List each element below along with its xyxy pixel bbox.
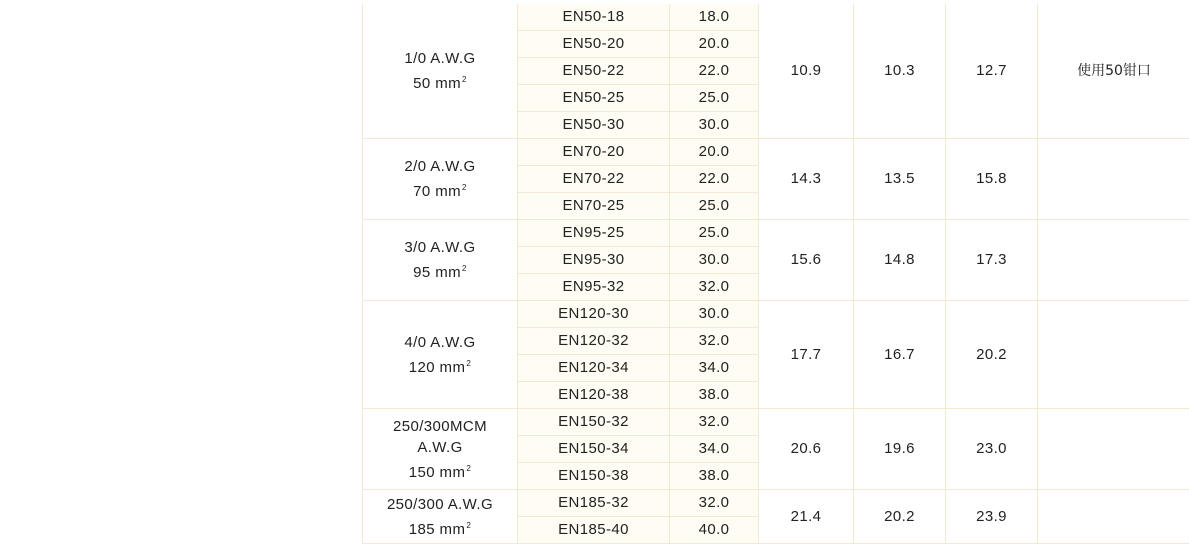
squared-superscript: 2 xyxy=(466,520,472,530)
dimension-1-cell: 21.4 xyxy=(759,490,854,544)
squared-superscript: 2 xyxy=(466,463,472,473)
table-body xyxy=(363,4,1189,544)
stud-value-cell: 25.0 xyxy=(670,85,759,112)
dimension-2-cell: 20.2 xyxy=(854,490,946,544)
stud-value-cell: 20.0 xyxy=(670,31,759,58)
cable-size-mm: 70 mm xyxy=(413,183,461,200)
model-number-cell: EN185-32 xyxy=(518,490,670,517)
stud-value-cell: 30.0 xyxy=(670,247,759,274)
table-row xyxy=(363,301,1189,328)
cable-size-mm2 xyxy=(363,515,517,540)
table-row xyxy=(363,4,1189,31)
table-row xyxy=(363,220,1189,247)
stud-value-cell: 32.0 xyxy=(670,328,759,355)
model-number-cell: EN95-32 xyxy=(518,274,670,301)
stud-value-cell: 38.0 xyxy=(670,463,759,490)
cable-size-awg: 4/0 A.W.G xyxy=(404,333,476,351)
model-number-cell: EN120-30 xyxy=(518,301,670,328)
dimension-1-cell: 15.6 xyxy=(759,220,854,301)
squared-superscript: 2 xyxy=(461,264,467,273)
cable-size-mcm: 250/300MCM xyxy=(392,417,488,435)
stud-value-cell: 32.0 xyxy=(670,490,759,517)
model-number-cell: EN120-38 xyxy=(518,382,670,409)
cable-size-cell xyxy=(363,490,518,544)
model-number-cell: EN120-32 xyxy=(518,328,670,355)
model-number-cell: EN120-34 xyxy=(518,355,670,382)
model-number-cell: EN50-20 xyxy=(518,31,670,58)
cable-size-cell xyxy=(363,139,518,220)
dimension-1-cell: 17.7 xyxy=(759,301,854,409)
stud-value-cell: 38.0 xyxy=(670,382,759,409)
stud-value-cell: 34.0 xyxy=(670,436,759,463)
model-number-cell: EN185-40 xyxy=(518,517,670,544)
cable-size-mm: 150 mm xyxy=(408,463,466,481)
terminal-spec-table xyxy=(362,4,1189,544)
cable-size-mm: 95 mm xyxy=(413,264,461,281)
note-cell xyxy=(1038,490,1189,544)
stud-value-cell: 40.0 xyxy=(670,517,759,544)
stud-value-cell: 22.0 xyxy=(670,58,759,85)
dimension-3-cell: 20.2 xyxy=(946,301,1038,409)
model-number-cell: EN150-34 xyxy=(518,436,670,463)
note-cell xyxy=(1038,220,1189,301)
cable-size-mm2 xyxy=(363,353,517,378)
dimension-1-cell: 14.3 xyxy=(759,139,854,220)
dimension-3-cell: 23.9 xyxy=(946,490,1038,544)
model-number-cell: EN70-22 xyxy=(518,166,670,193)
cable-size-mm: 185 mm xyxy=(408,520,466,538)
note-cell xyxy=(1038,301,1189,409)
cable-size-cell xyxy=(363,220,518,301)
dimension-3-cell: 17.3 xyxy=(946,220,1038,301)
model-number-cell: EN95-25 xyxy=(518,220,670,247)
cable-size-awg: 250/300 A.W.G xyxy=(386,495,494,513)
cable-size-cell xyxy=(363,301,518,409)
cable-size-awg: 1/0 A.W.G xyxy=(404,50,476,67)
stud-value-cell: 30.0 xyxy=(670,301,759,328)
cable-size-mm2 xyxy=(363,69,517,94)
model-number-cell: EN150-38 xyxy=(518,463,670,490)
cable-size-mm: 50 mm xyxy=(413,75,461,92)
stud-value-cell: 32.0 xyxy=(670,409,759,436)
squared-superscript: 2 xyxy=(461,75,467,84)
table-row xyxy=(363,409,1189,436)
dimension-1-cell: 20.6 xyxy=(759,409,854,490)
cable-size-mm2 xyxy=(363,177,517,202)
model-number-cell: EN70-20 xyxy=(518,139,670,166)
cable-size-mm2 xyxy=(363,258,517,283)
dimension-2-cell: 19.6 xyxy=(854,409,946,490)
dimension-2-cell: 16.7 xyxy=(854,301,946,409)
cable-size-mm2 xyxy=(363,458,517,483)
dimension-2-cell: 13.5 xyxy=(854,139,946,220)
note-cell xyxy=(1038,139,1189,220)
cable-size-cell xyxy=(363,409,518,490)
cable-size-mm: 120 mm xyxy=(408,358,466,376)
model-number-cell: EN50-18 xyxy=(518,4,670,31)
stud-value-cell: 25.0 xyxy=(670,220,759,247)
model-number-cell: EN95-30 xyxy=(518,247,670,274)
model-number-cell: EN50-25 xyxy=(518,85,670,112)
stud-value-cell: 22.0 xyxy=(670,166,759,193)
note-cell: 使用50钳口 xyxy=(1038,4,1189,139)
dimension-2-cell: 10.3 xyxy=(854,4,946,139)
model-number-cell: EN50-22 xyxy=(518,58,670,85)
note-cell xyxy=(1038,409,1189,490)
dimension-3-cell: 23.0 xyxy=(946,409,1038,490)
cable-size-awg: A.W.G xyxy=(417,438,463,456)
stud-value-cell: 32.0 xyxy=(670,274,759,301)
table-row xyxy=(363,490,1189,517)
stud-value-cell: 20.0 xyxy=(670,139,759,166)
stud-value-cell: 30.0 xyxy=(670,112,759,139)
stud-value-cell: 34.0 xyxy=(670,355,759,382)
squared-superscript: 2 xyxy=(461,183,467,192)
squared-superscript: 2 xyxy=(466,358,472,368)
table-row xyxy=(363,139,1189,166)
model-number-cell: EN70-25 xyxy=(518,193,670,220)
stud-value-cell: 25.0 xyxy=(670,193,759,220)
cable-size-cell xyxy=(363,4,518,139)
cable-size-awg: 3/0 A.W.G xyxy=(404,239,476,256)
model-number-cell: EN150-32 xyxy=(518,409,670,436)
dimension-1-cell: 10.9 xyxy=(759,4,854,139)
dimension-2-cell: 14.8 xyxy=(854,220,946,301)
cable-size-awg: 2/0 A.W.G xyxy=(404,158,476,175)
model-number-cell: EN50-30 xyxy=(518,112,670,139)
stud-value-cell: 18.0 xyxy=(670,4,759,31)
dimension-3-cell: 15.8 xyxy=(946,139,1038,220)
dimension-3-cell: 12.7 xyxy=(946,4,1038,139)
